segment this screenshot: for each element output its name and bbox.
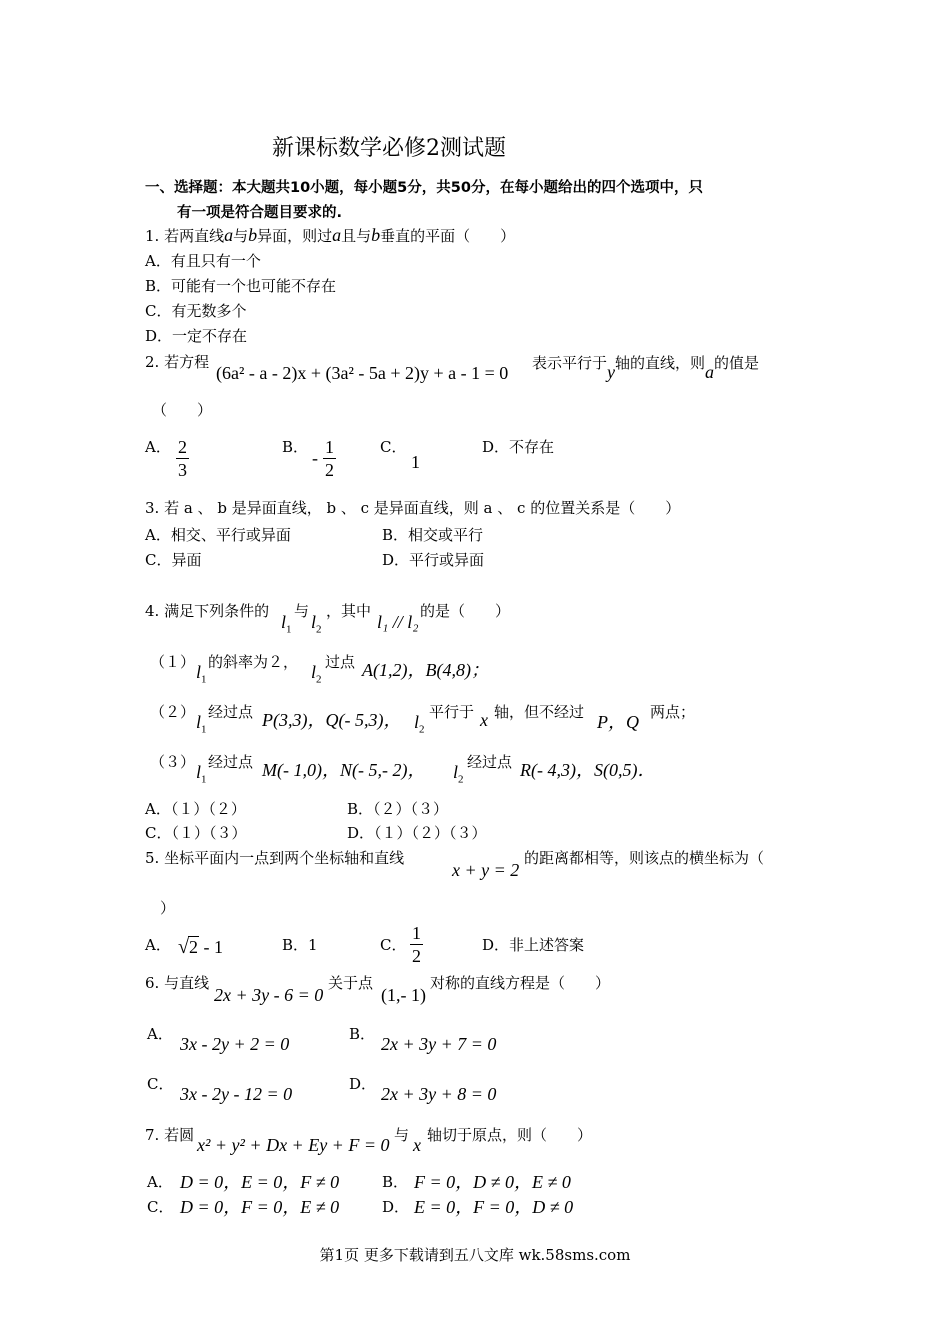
q1-option-c[interactable]: C．有无数多个 <box>145 302 247 320</box>
q6-point: (1,- 1) <box>381 985 426 1005</box>
q4-cond2-points: P(3,3)，Q(- 5,3)， <box>262 710 402 730</box>
q6-option-b-label: B． <box>349 1025 376 1043</box>
q6-option-b[interactable]: 2x + 3y + 7 = 0 <box>381 1034 497 1054</box>
section-heading-line2: 有一项是符合题目要求的. <box>177 205 343 221</box>
q7-option-a-label: A． <box>147 1173 173 1191</box>
q4-l2: $l_2$ <box>311 612 322 636</box>
q4-cond2-text-b: 平行于 <box>429 703 475 721</box>
q4-cond2-l1: $l_1$ <box>196 712 207 736</box>
q2-stem-mid: 表示平行于y轴的直线，则a的值是 <box>532 354 760 382</box>
q4-cond3-label: （３） <box>150 753 196 771</box>
q1-option-a[interactable]: A．有且只有一个 <box>145 252 261 270</box>
q3-option-c[interactable]: C．异面 <box>145 551 202 569</box>
sqrt-symbol: √ <box>178 936 189 958</box>
q4-cond2-text-a: 经过点 <box>208 703 254 721</box>
q2-option-b-fraction: $\frac{1}{2}$ <box>325 437 334 480</box>
q3-stem: 3. 若 a 、 b 是异面直线， b 、 c 是异面直线，则 a 、 c 的位置关系是（ ） <box>145 499 681 517</box>
q2-option-a[interactable]: A． <box>145 438 171 456</box>
q5-option-c[interactable]: C． <box>380 936 407 954</box>
q7-stem-mid: 与 <box>394 1126 410 1144</box>
q2-option-c-value: 1 <box>411 452 420 472</box>
q4-cond2-text-d: 两点； <box>650 703 696 721</box>
q4-cond2-x: x <box>480 710 488 730</box>
q1-stem: 1. 若两直线a与b异面，则过a且与b垂直的平面（ ） <box>145 225 516 245</box>
q4-cond1-l2: $l_2$ <box>311 662 322 686</box>
q2-equation: (6a² - a - 2)x + (3a² - 5a + 2)y + a - 1 = 0 <box>216 363 509 383</box>
q5-option-c-fraction: $\frac{1}{2}$ <box>412 923 421 966</box>
q1-option-d[interactable]: D．一定不存在 <box>145 327 248 345</box>
q4-option-d[interactable]: D．（１）（２）（３） <box>347 824 487 842</box>
q4-cond1-label: （１） <box>150 653 196 671</box>
q5-stem-close: ） <box>160 899 176 917</box>
q6-option-a[interactable]: 3x - 2y + 2 = 0 <box>180 1034 290 1054</box>
q4-option-c[interactable]: C．（１）（３） <box>145 824 247 842</box>
q4-l1: $l_1$ <box>281 612 292 636</box>
q7-option-d-label: D． <box>382 1198 410 1216</box>
q7-option-c[interactable]: D = 0，F = 0，E ≠ 0 <box>180 1197 340 1217</box>
page-footer: 第1页 更多下载请到五八文库 wk.58sms.com <box>319 1246 631 1264</box>
page-title: 新课标数学必修2测试题 <box>272 136 506 161</box>
q2-option-d[interactable]: D．不存在 <box>482 438 555 456</box>
q6-option-d[interactable]: 2x + 3y + 8 = 0 <box>381 1084 497 1104</box>
q4-parallel: l₁ // l₂ <box>377 612 419 632</box>
q5-option-d[interactable]: D．非上述答案 <box>482 936 585 954</box>
q6-stem-start: 6. 与直线 <box>145 974 210 992</box>
q4-cond2-label: （２） <box>150 703 196 721</box>
q4-option-a[interactable]: A．（１）（２） <box>145 800 246 818</box>
q4-stem-end: 的是（ ） <box>420 602 511 620</box>
q4-stem-where: ，其中 <box>326 602 372 620</box>
q7-option-b[interactable]: F = 0，D ≠ 0，E ≠ 0 <box>414 1172 571 1192</box>
q6-option-d-label: D． <box>349 1075 377 1093</box>
q2-option-b[interactable]: B． <box>282 438 309 456</box>
q7-option-a[interactable]: D = 0，E = 0，F ≠ 0 <box>180 1172 340 1192</box>
q4-stem-start: 4. 满足下列条件的 <box>145 602 270 620</box>
q7-x: x <box>413 1135 421 1155</box>
q5-stem-start: 5. 坐标平面内一点到两个坐标轴和直线 <box>145 849 405 867</box>
q5-option-a-expr: √2 - 1 <box>178 936 223 958</box>
q2-stem-start: 2. 若方程 <box>145 353 210 371</box>
q7-option-b-label: B． <box>382 1173 409 1191</box>
q2-option-c[interactable]: C． <box>380 438 407 456</box>
q2-option-b-sign: - <box>312 448 318 468</box>
q4-cond3-points2: R(- 4,3)，S(0,5)． <box>520 760 656 780</box>
q5-equation: x + y = 2 <box>452 860 520 880</box>
q3-option-d[interactable]: D．平行或异面 <box>382 551 485 569</box>
q6-equation: 2x + 3y - 6 = 0 <box>214 985 324 1005</box>
q4-cond2-l2: $l_2$ <box>414 712 425 736</box>
q4-cond3-l2: $l_2$ <box>453 762 464 786</box>
q4-cond1-text-b: 过点 <box>325 653 356 671</box>
q2-answer-paren: （ ） <box>152 401 213 419</box>
q4-cond1-points: A(1,2)，B(4,8)； <box>362 660 489 680</box>
section-heading-line1: 一、选择题：本大题共10小题，每小题5分，共50分，在每小题给出的四个选项中，只 <box>145 180 703 196</box>
q4-stem-with: 与 <box>294 602 310 620</box>
q6-option-a-label: A． <box>147 1025 173 1043</box>
q4-option-b[interactable]: B．（２）（３） <box>347 800 449 818</box>
q4-cond3-text-a: 经过点 <box>208 753 254 771</box>
q6-stem-mid: 关于点 <box>328 974 374 992</box>
q5-option-a[interactable]: A． <box>145 936 171 954</box>
q3-option-a[interactable]: A．相交、平行或异面 <box>145 526 291 544</box>
q2-option-a-fraction: $\frac{2}{3}$ <box>178 437 187 480</box>
q6-stem-end: 对称的直线方程是（ ） <box>430 974 611 992</box>
q4-cond3-points1: M(- 1,0)，N(- 5,- 2)， <box>262 760 426 780</box>
q6-option-c-label: C． <box>147 1075 174 1093</box>
q4-cond1-text-a: 的斜率为２， <box>208 653 299 671</box>
q4-cond3-l1: $l_1$ <box>196 762 207 786</box>
q5-option-b[interactable]: B．1 <box>282 936 318 954</box>
q5-stem-end: 的距离都相等，则该点的横坐标为（ <box>524 849 765 867</box>
q7-option-c-label: C． <box>147 1198 174 1216</box>
q4-cond3-text-b: 经过点 <box>467 753 513 771</box>
q1-option-b[interactable]: B．可能有一个也可能不存在 <box>145 277 337 295</box>
q4-cond2-text-c: 轴，但不经过 <box>494 703 585 721</box>
q4-cond2-pq: P，Q <box>597 712 639 732</box>
q7-option-d[interactable]: E = 0，F = 0，D ≠ 0 <box>414 1197 574 1217</box>
q7-stem-end: 轴切于原点，则（ ） <box>427 1126 593 1144</box>
q3-option-b[interactable]: B．相交或平行 <box>382 526 484 544</box>
q7-equation: x² + y² + Dx + Ey + F = 0 <box>197 1135 390 1155</box>
q4-cond1-l1: $l_1$ <box>196 662 207 686</box>
q7-stem-start: 7. 若圆 <box>145 1126 195 1144</box>
q6-option-c[interactable]: 3x - 2y - 12 = 0 <box>180 1084 293 1104</box>
